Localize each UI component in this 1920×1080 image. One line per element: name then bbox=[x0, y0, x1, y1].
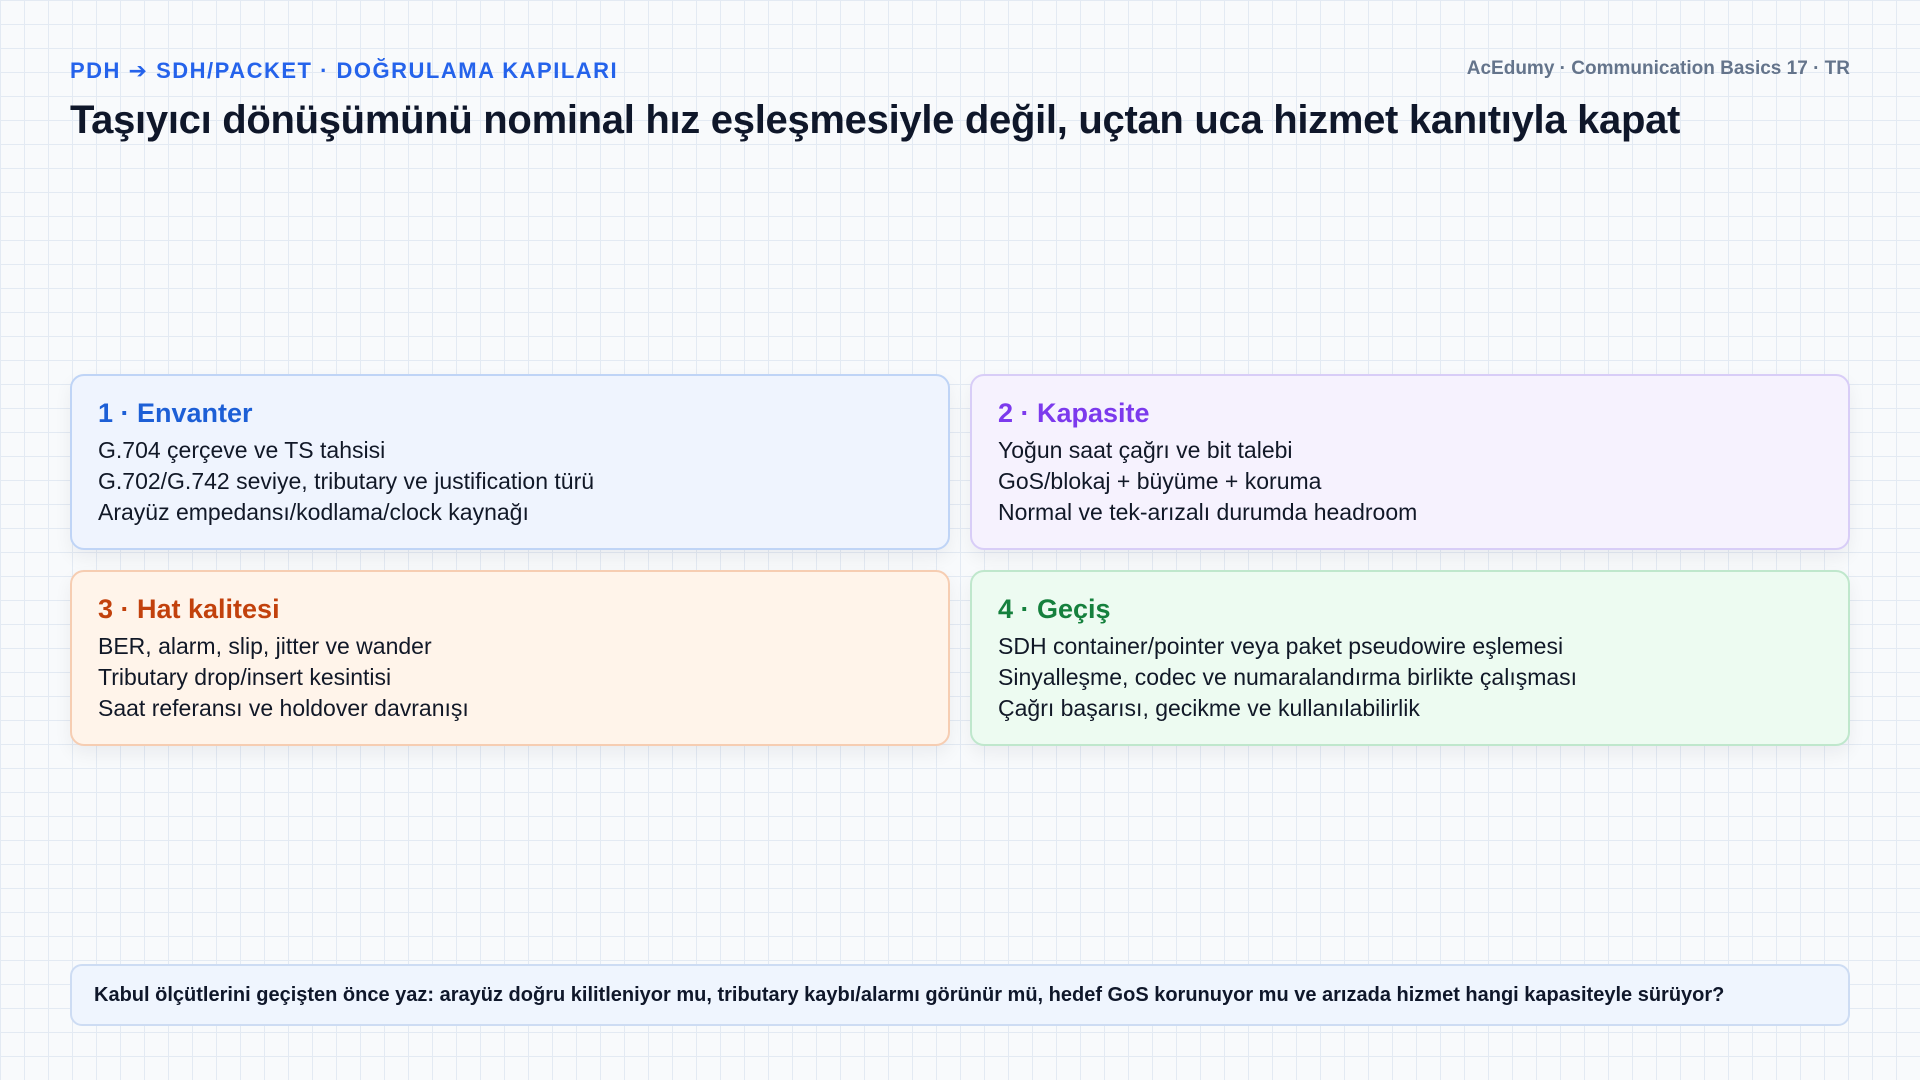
card-kapasite bbox=[970, 374, 1850, 550]
card-title: 2 · Kapasite bbox=[998, 398, 1150, 428]
list-item: Saat referansı ve holdover davranışı bbox=[98, 695, 469, 721]
card-list bbox=[98, 631, 922, 724]
card-envanter bbox=[70, 374, 950, 550]
acceptance-criteria-callout bbox=[70, 964, 1850, 1026]
list-item: Yoğun saat çağrı ve bit talebi bbox=[998, 437, 1293, 463]
card-title: 4 · Geçiş bbox=[998, 594, 1111, 624]
list-item: G.702/G.742 seviye, tributary ve justification türü bbox=[98, 468, 595, 494]
list-item: Çağrı başarısı, gecikme ve kullanılabilirlik bbox=[998, 695, 1420, 721]
list-item: BER, alarm, slip, jitter ve wander bbox=[98, 633, 432, 659]
card-title: 3 · Hat kalitesi bbox=[98, 594, 280, 624]
callout-text: Kabul ölçütlerini geçişten önce yaz: arayüz doğru kilitleniyor mu, tributary kaybı/alarmı görünür mü, hedef GoS korunuyor mu ve arızada hizmet hangi kapasiteyle sürüyor? bbox=[94, 983, 1725, 1006]
course-meta: AcEdumy · Communication Basics 17 · TR bbox=[1466, 58, 1850, 79]
gate-cards-grid bbox=[70, 374, 1850, 746]
card-title: 1 · Envanter bbox=[98, 398, 253, 428]
list-item: Tributary drop/insert kesintisi bbox=[98, 664, 392, 690]
list-item: SDH container/pointer veya paket pseudowire eşlemesi bbox=[998, 633, 1564, 659]
list-item: Normal ve tek-arızalı durumda headroom bbox=[998, 499, 1418, 525]
list-item: Sinyalleşme, codec ve numaralandırma birlikte çalışması bbox=[998, 664, 1578, 690]
card-list bbox=[998, 435, 1822, 528]
list-item: G.704 çerçeve ve TS tahsisi bbox=[98, 437, 386, 463]
card-gecis bbox=[970, 570, 1850, 746]
card-list bbox=[98, 435, 922, 528]
card-hat-kalitesi bbox=[70, 570, 950, 746]
card-list bbox=[998, 631, 1822, 724]
page-title: Taşıyıcı dönüşümünü nominal hız eşleşmesiyle değil, uçtan uca hizmet kanıtıyla kapat bbox=[70, 98, 1681, 142]
list-item: GoS/blokaj + büyüme + koruma bbox=[998, 468, 1322, 494]
list-item: Arayüz empedansı/kodlama/clock kaynağı bbox=[98, 499, 529, 525]
section-kicker: PDH ➔ SDH/PACKET · DOĞRULAMA KAPILARI bbox=[70, 58, 619, 83]
